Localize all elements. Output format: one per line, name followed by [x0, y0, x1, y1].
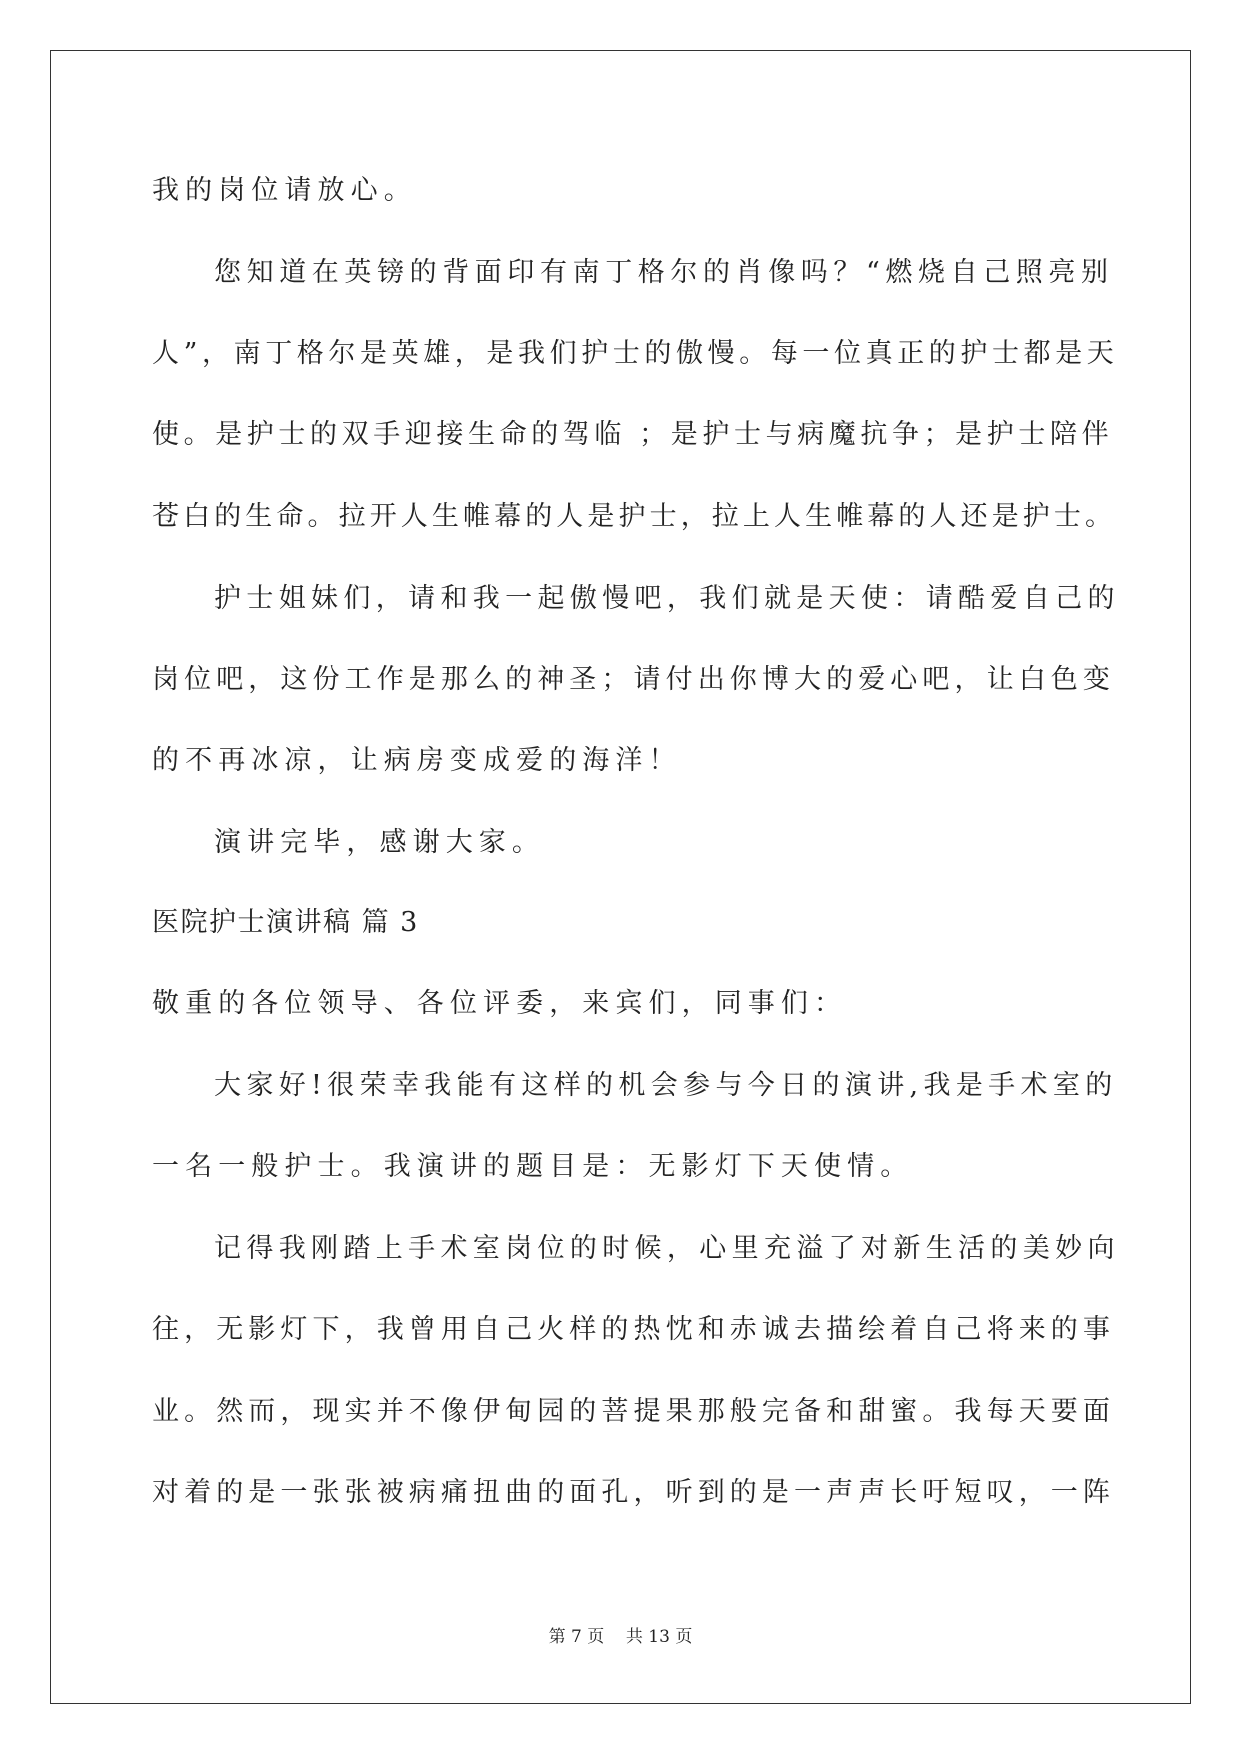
page-border [50, 50, 1191, 1704]
text-line: 的不再冰凉，让病房变成爱的海洋！ [152, 745, 682, 776]
text-line: 人”，南丁格尔是英雄，是我们护士的傲慢。每一位真正的护士都是天 [152, 338, 1119, 369]
section-heading: 医院护士演讲稿 篇 3 [152, 907, 419, 938]
text-line: 业。然而，现实并不像伊甸园的菩提果那般完备和甜蜜。我每天要面 [152, 1396, 1115, 1427]
text-line: 大家好!很荣幸我能有这样的机会参与今日的演讲,我是手术室的 [214, 1070, 1118, 1101]
text-line: 演讲完毕，感谢大家。 [214, 827, 545, 858]
text-line: 我的岗位请放心。 [152, 175, 417, 206]
text-line: 对着的是一张张被病痛扭曲的面孔，听到的是一声声长吁短叹，一阵 [152, 1477, 1115, 1508]
text-line: 岗位吧，这份工作是那么的神圣；请付出你博大的爱心吧，让白色变 [152, 664, 1115, 695]
text-line: 苍白的生命。拉开人生帷幕的人是护士，拉上人生帷幕的人还是护士。 [152, 501, 1117, 532]
text-line: 一名一般护士。我演讲的题目是：无影灯下天使情。 [152, 1151, 914, 1182]
text-line: 记得我刚踏上手术室岗位的时候，心里充溢了对新生活的美妙向 [214, 1233, 1120, 1264]
text-line: 护士姐妹们，请和我一起傲慢吧，我们就是天使：请酷爱自己的 [214, 583, 1120, 614]
text-line: 使。是护士的双手迎接生命的驾临 ；是护士与病魔抗争；是护士陪伴 [152, 419, 1114, 450]
text-line: 您知道在英镑的背面印有南丁格尔的肖像吗？“燃烧自己照亮别 [214, 257, 1114, 288]
page-number-footer: 第 7 页 共 13 页 [548, 1627, 693, 1647]
text-line: 敬重的各位领导、各位评委，来宾们，同事们： [152, 988, 848, 1019]
text-line: 往，无影灯下，我曾用自己火样的热忱和赤诚去描绘着自己将来的事 [152, 1314, 1115, 1345]
